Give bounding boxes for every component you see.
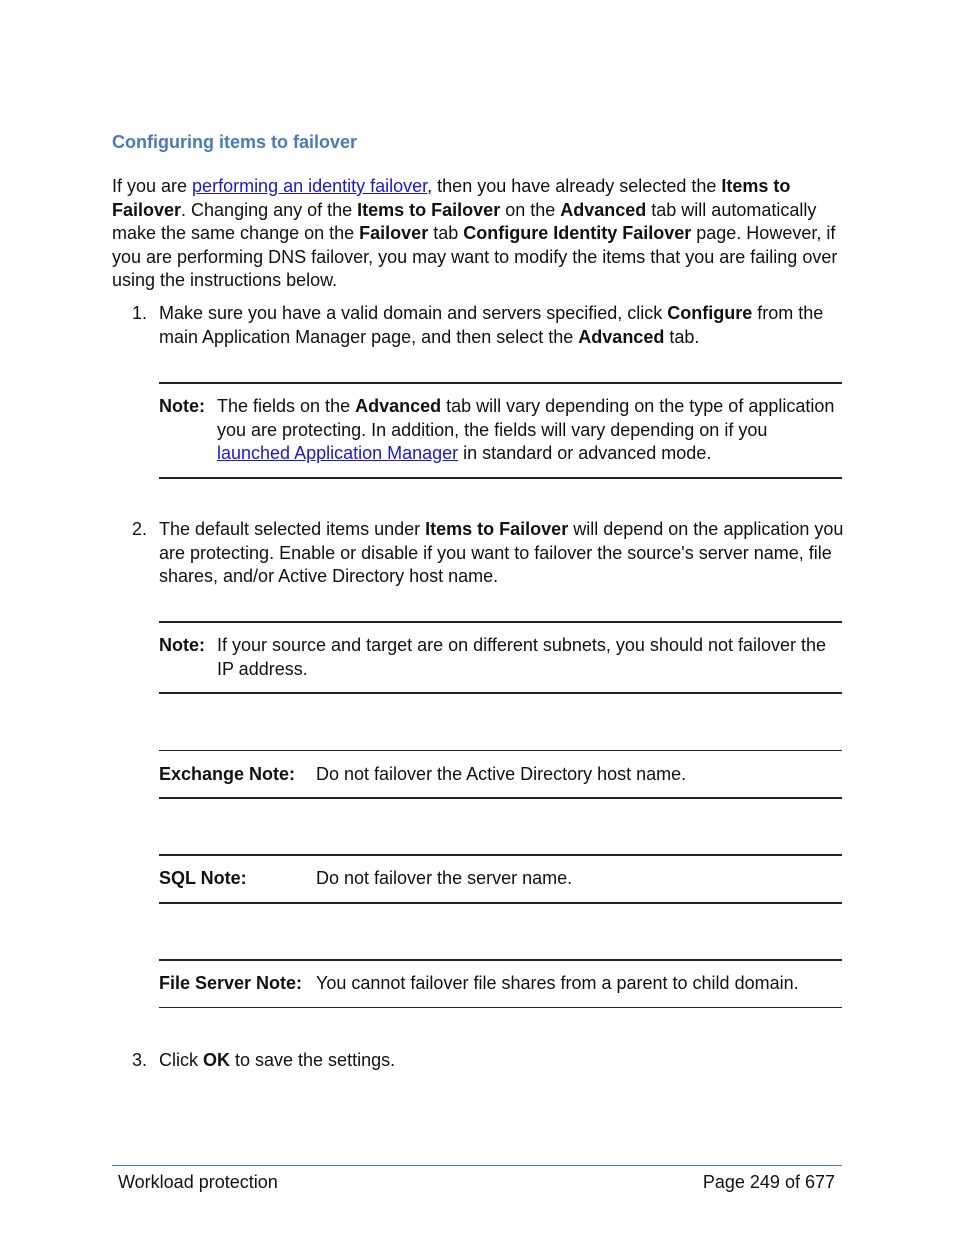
- note-divider-top: [159, 382, 842, 384]
- note-text: You cannot failover file shares from a parent to child domain.: [316, 973, 799, 993]
- step-text: The default selected items under Items to Failover will depend on the application you are protecting. Enable or disable if you want to failover the source's server name, file shares, and/or Active Directory host name.: [159, 519, 844, 586]
- step-1: [132, 302, 844, 349]
- step-2: [132, 518, 844, 589]
- section-heading: Configuring items to failover: [112, 132, 358, 152]
- identity-failover-link[interactable]: performing an identity failover: [192, 176, 428, 196]
- step-text: Click OK to save the settings.: [159, 1050, 396, 1070]
- note-text: If your source and target are on different subnets, you should not failover the IP address.: [217, 635, 827, 679]
- intro-paragraph: If you are performing an identity failover, then you have already selected the Items to Failover. Changing any of the Items to Failover on the Advanced tab will automatically make the same change on the Failover tab Configure Identity Failover page. However, if you are performing DNS failover, you may want to modify the items that you are failing over using the instructions below.: [112, 176, 838, 290]
- note-divider-bottom: [159, 902, 842, 904]
- note-divider-top: [159, 959, 842, 961]
- note-label: File Server Note:: [159, 973, 303, 993]
- note-label: Exchange Note:: [159, 764, 296, 784]
- file-server-note: [159, 972, 843, 996]
- footer-page-number: Page 249 of 677: [702, 1172, 835, 1192]
- note-text: The fields on the Advanced tab will vary depending on the type of application you are protecting. In addition, the fields will vary depending on if you launched Application Manager in standard or advanced mode.: [217, 396, 835, 463]
- note-divider-top: [159, 750, 842, 751]
- step-number: 2.: [132, 519, 148, 539]
- note-label: Note:: [159, 635, 205, 655]
- step-number: 3.: [132, 1050, 148, 1070]
- step-3: [132, 1049, 844, 1073]
- note-divider-bottom: [159, 477, 842, 479]
- note-divider-bottom: [159, 797, 842, 799]
- note-label: Note:: [159, 396, 205, 416]
- note-label: SQL Note:: [159, 868, 247, 888]
- note-divider-bottom: [159, 1007, 842, 1008]
- note-advanced-fields: [159, 395, 843, 466]
- step-text: Make sure you have a valid domain and servers specified, click Configure from the main Application Manager page, and then select the Advanced tab.: [159, 303, 824, 347]
- note-subnets: [159, 634, 843, 681]
- note-divider-bottom: [159, 692, 842, 694]
- sql-note: [159, 867, 843, 891]
- footer-section-title: Workload protection: [118, 1172, 278, 1192]
- exchange-note: [159, 763, 843, 787]
- footer-divider: [112, 1165, 842, 1166]
- launched-application-manager-link[interactable]: launched Application Manager: [217, 443, 459, 463]
- note-divider-top: [159, 854, 842, 856]
- step-number: 1.: [132, 303, 148, 323]
- note-text: Do not failover the Active Directory host name.: [316, 764, 687, 784]
- note-divider-top: [159, 621, 842, 623]
- note-text: Do not failover the server name.: [316, 868, 573, 888]
